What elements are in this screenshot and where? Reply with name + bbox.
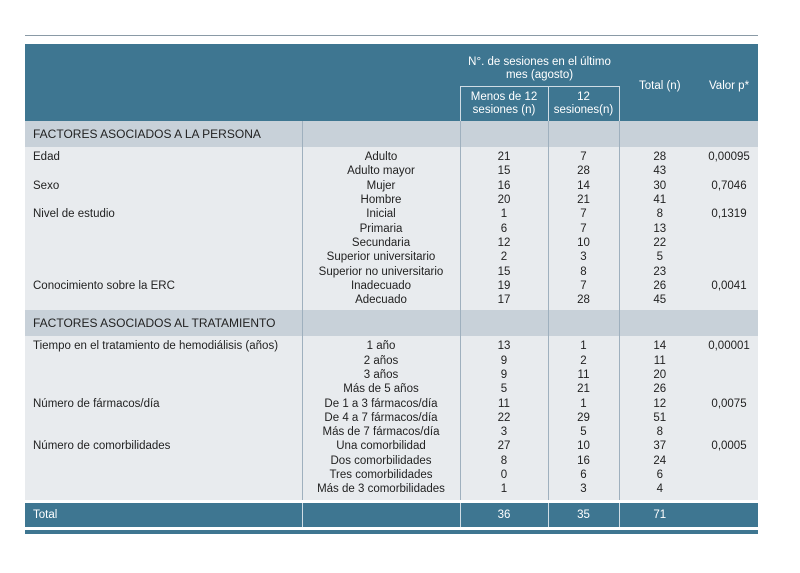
row-category: Inicial [302, 207, 460, 221]
cell-12-sessions: 21 [548, 193, 619, 207]
section-cell-empty [302, 310, 460, 336]
section-header-row [25, 121, 758, 147]
cell-p-value [700, 354, 758, 368]
cell-p-value [700, 221, 758, 235]
cell-total: 30 [619, 179, 700, 193]
cell-p-value [700, 293, 758, 310]
cell-p-value: 0,00001 [700, 336, 758, 353]
row-category: Tres comorbilidades [302, 468, 460, 482]
section-cell-empty [460, 121, 548, 147]
section-cell-empty [460, 310, 548, 336]
row-group-label: Nivel de estudio [25, 207, 302, 221]
row-category: 1 año [302, 336, 460, 353]
row-category: De 4 a 7 fármacos/día [302, 411, 460, 425]
total-row [25, 503, 758, 527]
cell-total: 23 [619, 264, 700, 278]
cell-less-than-12: 16 [460, 179, 548, 193]
row-category: Una comorbilidad [302, 439, 460, 453]
row-category: Secundaria [302, 236, 460, 250]
row-group-label [25, 368, 302, 382]
cell-less-than-12: 3 [460, 425, 548, 439]
cell-p-value: 0,00095 [700, 147, 758, 164]
row-group-label: Número de fármacos/día [25, 396, 302, 410]
row-group-label: Número de comorbilidades [25, 439, 302, 453]
table-row [25, 250, 758, 264]
cell-12-sessions: 28 [548, 164, 619, 178]
row-category: De 1 a 3 fármacos/día [302, 396, 460, 410]
section-title: FACTORES ASOCIADOS A LA PERSONA [25, 121, 302, 147]
cell-12-sessions: 7 [548, 147, 619, 164]
cell-total: 43 [619, 164, 700, 178]
row-category: Adecuado [302, 293, 460, 310]
table-row [25, 382, 758, 396]
table-row [25, 221, 758, 235]
section-title: FACTORES ASOCIADOS AL TRATAMIENTO [25, 310, 302, 336]
cell-total: 13 [619, 221, 700, 235]
total-total: 71 [619, 503, 700, 527]
cell-12-sessions: 7 [548, 221, 619, 235]
table-row [25, 279, 758, 293]
cell-total: 45 [619, 293, 700, 310]
total-12-sessions: 35 [548, 503, 619, 527]
cell-total: 28 [619, 147, 700, 164]
table-row [25, 411, 758, 425]
row-group-label [25, 468, 302, 482]
row-category: Dos comorbilidades [302, 454, 460, 468]
header-total: Total (n) [619, 44, 700, 121]
row-category: Superior universitario [302, 250, 460, 264]
cell-less-than-12: 22 [460, 411, 548, 425]
cell-p-value [700, 236, 758, 250]
header-12-sessions: 12 sesiones(n) [548, 87, 619, 122]
data-table-wrapper [25, 44, 758, 527]
cell-p-value [700, 382, 758, 396]
cell-less-than-12: 9 [460, 368, 548, 382]
cell-total: 8 [619, 425, 700, 439]
table-row [25, 179, 758, 193]
row-group-label [25, 382, 302, 396]
cell-p-value [700, 264, 758, 278]
cell-12-sessions: 28 [548, 293, 619, 310]
table-row [25, 293, 758, 310]
cell-p-value [700, 454, 758, 468]
section-cell-empty [700, 310, 758, 336]
table-row [25, 468, 758, 482]
header-blank [25, 44, 460, 121]
total-empty [302, 503, 460, 527]
cell-total: 5 [619, 250, 700, 264]
cell-12-sessions: 11 [548, 368, 619, 382]
cell-less-than-12: 15 [460, 164, 548, 178]
table-row [25, 264, 758, 278]
row-category: Más de 3 comorbilidades [302, 482, 460, 499]
table-row [25, 193, 758, 207]
table-row [25, 147, 758, 164]
table-row [25, 236, 758, 250]
header-sessions-group: N°. de sesiones en el último mes (agosto) [460, 44, 619, 87]
total-label: Total [25, 503, 302, 527]
row-group-label [25, 425, 302, 439]
cell-12-sessions: 8 [548, 264, 619, 278]
section-cell-empty [548, 121, 619, 147]
cell-p-value [700, 482, 758, 499]
table-row [25, 368, 758, 382]
row-category: Primaria [302, 221, 460, 235]
cell-less-than-12: 15 [460, 264, 548, 278]
table-row [25, 396, 758, 410]
cell-less-than-12: 0 [460, 468, 548, 482]
table-row [25, 482, 758, 499]
cell-total: 24 [619, 454, 700, 468]
table-row [25, 164, 758, 178]
cell-p-value [700, 250, 758, 264]
cell-total: 51 [619, 411, 700, 425]
row-category: Adulto [302, 147, 460, 164]
cell-p-value: 0,7046 [700, 179, 758, 193]
cell-12-sessions: 7 [548, 279, 619, 293]
cell-total: 41 [619, 193, 700, 207]
row-category: Más de 5 años [302, 382, 460, 396]
cell-p-value: 0,1319 [700, 207, 758, 221]
cell-12-sessions: 6 [548, 468, 619, 482]
bottom-rule [25, 530, 758, 534]
cell-less-than-12: 2 [460, 250, 548, 264]
cell-total: 4 [619, 482, 700, 499]
row-group-label [25, 236, 302, 250]
cell-total: 20 [619, 368, 700, 382]
row-group-label [25, 454, 302, 468]
header-less-than-12: Menos de 12 sesiones (n) [460, 87, 548, 122]
section-cell-empty [302, 121, 460, 147]
cell-12-sessions: 3 [548, 250, 619, 264]
section-cell-empty [619, 121, 700, 147]
cell-12-sessions: 21 [548, 382, 619, 396]
row-group-label [25, 264, 302, 278]
row-category: Adulto mayor [302, 164, 460, 178]
cell-total: 6 [619, 468, 700, 482]
row-group-label [25, 250, 302, 264]
cell-less-than-12: 20 [460, 193, 548, 207]
cell-p-value [700, 468, 758, 482]
cell-p-value: 0,0041 [700, 279, 758, 293]
cell-total: 12 [619, 396, 700, 410]
cell-less-than-12: 11 [460, 396, 548, 410]
row-group-label [25, 193, 302, 207]
row-category: Superior no universitario [302, 264, 460, 278]
cell-12-sessions: 10 [548, 236, 619, 250]
section-header-row [25, 310, 758, 336]
section-cell-empty [700, 121, 758, 147]
row-category: Más de 7 fármacos/día [302, 425, 460, 439]
data-table [25, 44, 758, 527]
row-group-label [25, 164, 302, 178]
cell-total: 26 [619, 382, 700, 396]
row-group-label [25, 411, 302, 425]
table-row [25, 454, 758, 468]
row-group-label [25, 482, 302, 499]
cell-12-sessions: 2 [548, 354, 619, 368]
cell-p-value [700, 193, 758, 207]
total-less-than-12: 36 [460, 503, 548, 527]
row-category: Hombre [302, 193, 460, 207]
total-p-empty [700, 503, 758, 527]
table-row [25, 336, 758, 353]
cell-12-sessions: 29 [548, 411, 619, 425]
cell-less-than-12: 1 [460, 482, 548, 499]
cell-less-than-12: 5 [460, 382, 548, 396]
table-row [25, 439, 758, 453]
cell-less-than-12: 1 [460, 207, 548, 221]
row-group-label: Sexo [25, 179, 302, 193]
cell-12-sessions: 7 [548, 207, 619, 221]
cell-p-value: 0,0005 [700, 439, 758, 453]
section-cell-empty [619, 310, 700, 336]
cell-less-than-12: 27 [460, 439, 548, 453]
header-p-value: Valor p* [700, 44, 758, 121]
row-group-label [25, 354, 302, 368]
cell-12-sessions: 1 [548, 396, 619, 410]
cell-total: 26 [619, 279, 700, 293]
row-group-label [25, 221, 302, 235]
cell-less-than-12: 13 [460, 336, 548, 353]
cell-total: 11 [619, 354, 700, 368]
cell-12-sessions: 3 [548, 482, 619, 499]
row-group-label: Edad [25, 147, 302, 164]
section-cell-empty [548, 310, 619, 336]
table-row [25, 354, 758, 368]
row-category: 3 años [302, 368, 460, 382]
cell-12-sessions: 1 [548, 336, 619, 353]
row-category: Mujer [302, 179, 460, 193]
cell-12-sessions: 5 [548, 425, 619, 439]
cell-p-value [700, 368, 758, 382]
row-category: 2 años [302, 354, 460, 368]
row-group-label: Tiempo en el tratamiento de hemodiálisis (años) [25, 336, 302, 353]
cell-total: 22 [619, 236, 700, 250]
cell-total: 8 [619, 207, 700, 221]
cell-less-than-12: 6 [460, 221, 548, 235]
cell-less-than-12: 17 [460, 293, 548, 310]
cell-12-sessions: 14 [548, 179, 619, 193]
cell-12-sessions: 16 [548, 454, 619, 468]
table-row [25, 425, 758, 439]
cell-12-sessions: 10 [548, 439, 619, 453]
cell-p-value [700, 411, 758, 425]
row-group-label: Conocimiento sobre la ERC [25, 279, 302, 293]
top-rule [25, 35, 758, 36]
cell-p-value [700, 164, 758, 178]
cell-less-than-12: 8 [460, 454, 548, 468]
cell-less-than-12: 21 [460, 147, 548, 164]
row-category: Inadecuado [302, 279, 460, 293]
cell-total: 37 [619, 439, 700, 453]
cell-p-value: 0,0075 [700, 396, 758, 410]
cell-less-than-12: 12 [460, 236, 548, 250]
table-row [25, 207, 758, 221]
cell-total: 14 [619, 336, 700, 353]
cell-less-than-12: 9 [460, 354, 548, 368]
cell-p-value [700, 425, 758, 439]
cell-less-than-12: 19 [460, 279, 548, 293]
row-group-label [25, 293, 302, 310]
